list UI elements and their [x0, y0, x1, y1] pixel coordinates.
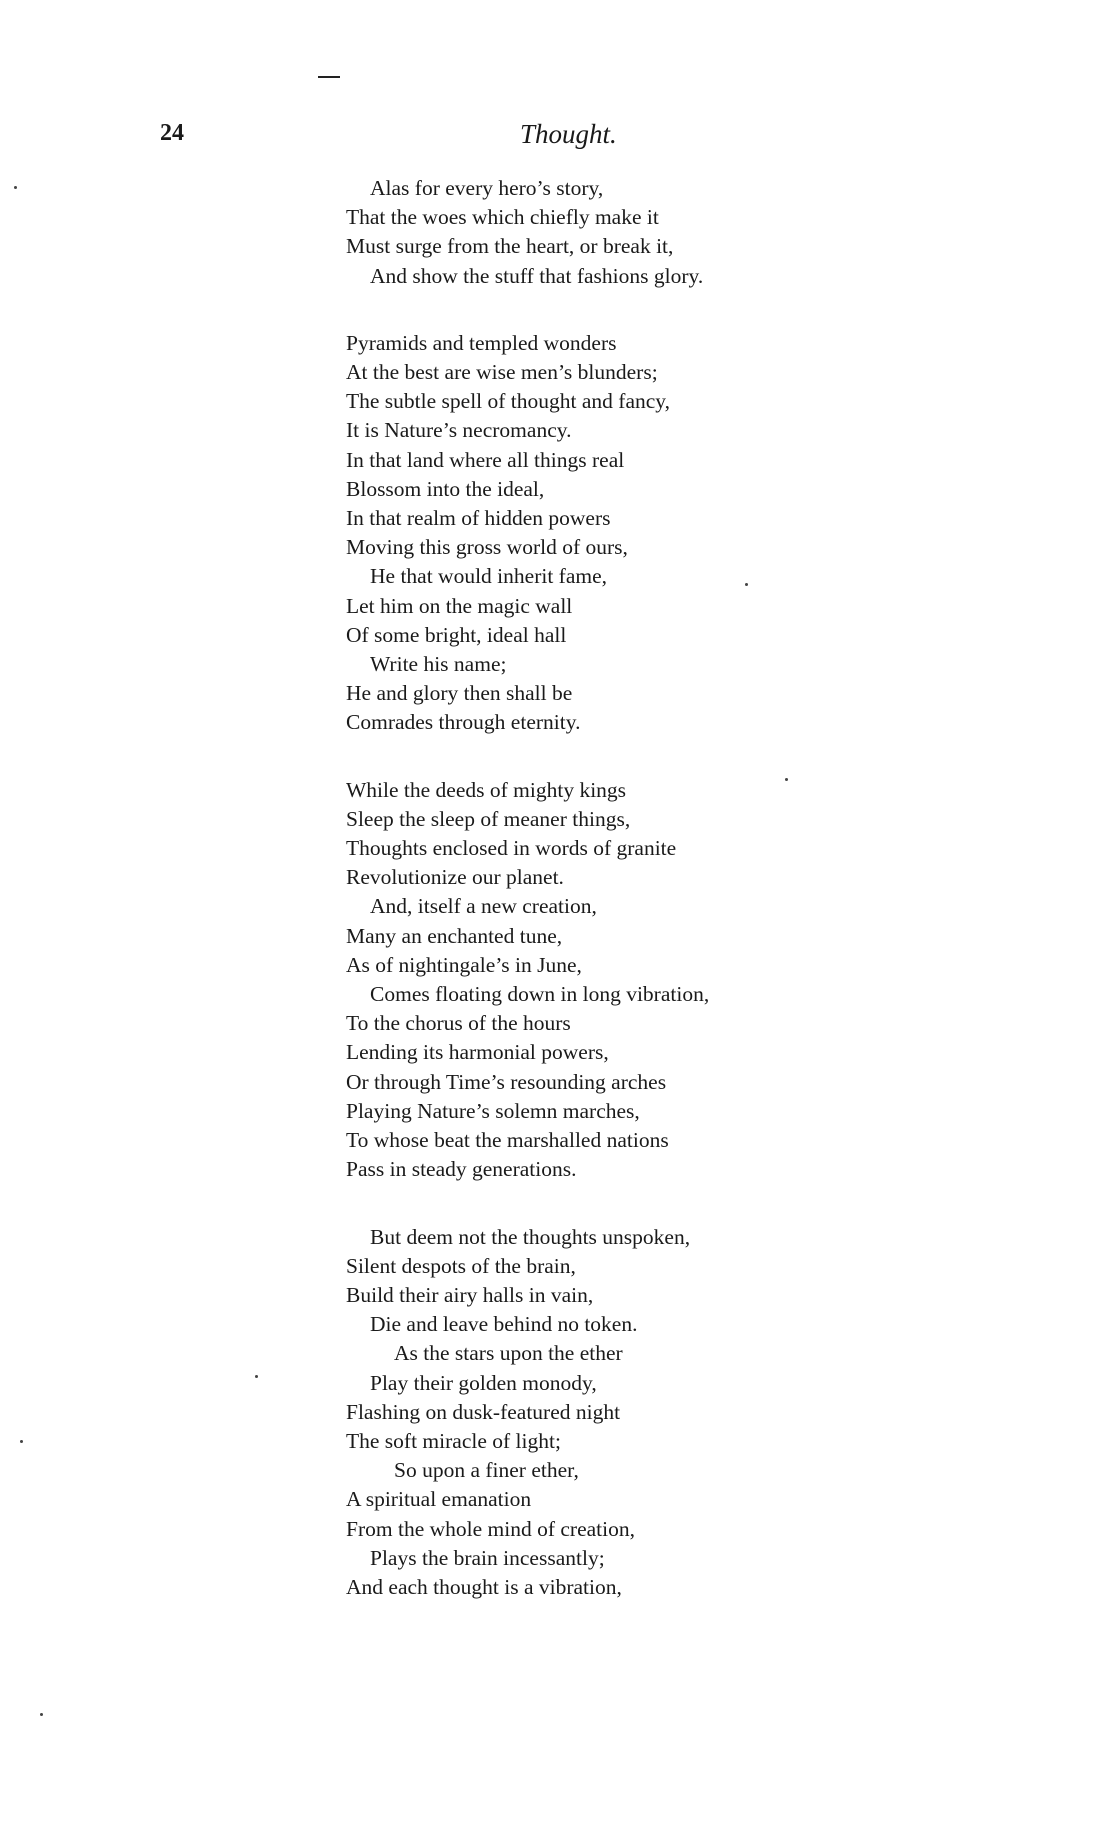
poem-line: In that land where all things real: [346, 447, 625, 472]
poem-line: Let him on the magic wall: [346, 593, 573, 618]
poem-line: Lending its harmonial powers,: [346, 1040, 609, 1065]
poem-line: In that realm of hidden powers: [346, 506, 611, 531]
stanza-1: [346, 174, 826, 291]
stanza-2: [346, 329, 826, 738]
poem-line: A spiritual emanation: [346, 1487, 532, 1512]
poem-line: At the best are wise men’s blunders;: [346, 360, 658, 385]
scan-speck: [255, 1375, 258, 1378]
poem-line: But deem not the thoughts unspoken,: [370, 1224, 691, 1249]
poem-body: [346, 174, 826, 1640]
poem-line: And each thought is a vibration,: [346, 1574, 622, 1599]
poem-line: Revolutionize our planet.: [346, 865, 564, 890]
poem-line: And show the stuff that fashions glory.: [370, 263, 704, 288]
poem-line: Write his name;: [370, 652, 507, 677]
scan-speck: [20, 1440, 23, 1443]
poem-line: And, itself a new creation,: [370, 894, 597, 919]
scan-speck: [14, 186, 17, 189]
poem-line: Pyramids and templed wonders: [346, 330, 617, 355]
scan-speck: [785, 778, 788, 781]
poem-line: To whose beat the marshalled nations: [346, 1128, 669, 1153]
poem-line: Flashing on dusk-featured night: [346, 1399, 621, 1424]
poem-line: The soft miracle of light;: [346, 1428, 561, 1453]
scan-speck: [40, 1713, 43, 1716]
stanza-4: [346, 1223, 826, 1603]
poem-line: Build their airy halls in vain,: [346, 1282, 594, 1307]
page-number: 24: [160, 120, 184, 146]
poem-line: Silent despots of the brain,: [346, 1253, 576, 1278]
poem-line: Pass in steady generations.: [346, 1157, 577, 1182]
poem-line: Comes floating down in long vibration,: [370, 982, 710, 1007]
poem-line: Plays the brain incessantly;: [370, 1545, 605, 1570]
poem-line: Comrades through eternity.: [346, 710, 581, 735]
poem-line: Playing Nature’s solemn marches,: [346, 1098, 640, 1123]
poem-line: Alas for every hero’s story,: [370, 176, 604, 200]
poem-line: Sleep the sleep of meaner things,: [346, 806, 631, 831]
poem-line: He and glory then shall be: [346, 681, 573, 706]
poem-line: Play their golden monody,: [370, 1370, 597, 1395]
poem-line: Or through Time’s resounding arches: [346, 1069, 667, 1094]
poem-line: As the stars upon the ether: [394, 1341, 623, 1366]
poem-line: While the deeds of mighty kings: [346, 777, 627, 802]
poem-line: It is Nature’s necromancy.: [346, 418, 572, 443]
poem-line: Must surge from the heart, or break it,: [346, 234, 674, 259]
poem-line: Blossom into the ideal,: [346, 476, 545, 501]
poem-line: Moving this gross world of ours,: [346, 535, 628, 560]
top-dash-mark: [318, 76, 340, 78]
poem-line: Of some bright, ideal hall: [346, 622, 567, 647]
poem-line: He that would inherit fame,: [370, 564, 608, 589]
running-title: Thought.: [520, 119, 617, 149]
stanza-3: [346, 776, 826, 1185]
poem-line: That the woes which chiefly make it: [346, 205, 659, 230]
scan-speck: [745, 583, 748, 586]
poem-line: As of nightingale’s in June,: [346, 952, 582, 977]
poem-line: Die and leave behind no token.: [370, 1312, 638, 1337]
poem-line: To the chorus of the hours: [346, 1011, 571, 1036]
poem-line: Many an enchanted tune,: [346, 923, 563, 948]
poem-line: Thoughts enclosed in words of granite: [346, 836, 677, 861]
poem-line: So upon a finer ether,: [394, 1458, 579, 1483]
poem-line: The subtle spell of thought and fancy,: [346, 389, 671, 414]
poem-line: From the whole mind of creation,: [346, 1516, 635, 1541]
